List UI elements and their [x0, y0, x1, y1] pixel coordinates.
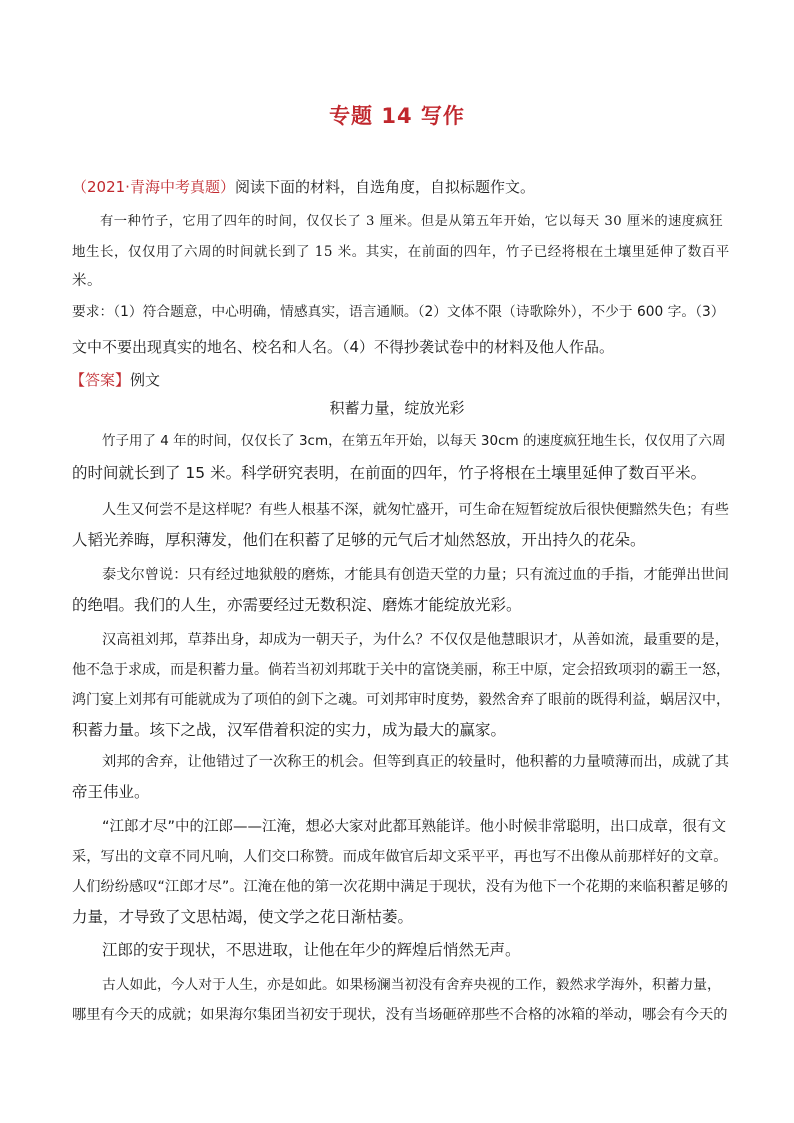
essay-line: 泰戈尔曾说：只有经过地狱般的磨炼，才能具有创造天堂的力量；只有流过血的手指，才能弹出世间	[102, 567, 730, 583]
requirements-line: 要求：（1）符合题意，中心明确，情感真实，语言通顺。（2）文体不限（诗歌除外），不少于 600 字。（3）	[72, 304, 725, 320]
essay-line: 江郎的安于现状，不思进取，让他在年少的辉煌后悄然无声。	[102, 941, 521, 959]
essay-line: 采，写出的文章不同凡响，人们交口称赞。而成年做官后却文采平平，再也写不出像从前那样好的文章。	[72, 849, 728, 865]
essay-line: 的时间就长到了 15 米。科学研究表明，在前面的四年，竹子将根在土壤里延伸了数百平米。	[72, 464, 707, 482]
answer-header	[70, 370, 160, 390]
essay-line: 他不急于求成，而是积蓄力量。倘若当初刘邦耽于关中的富饶美丽，称王中原，定会招致项羽的霸王一怒，	[72, 662, 730, 678]
essay-line: 竹子用了 4 年的时间，仅仅长了 3cm，在第五年开始，以每天 30cm 的速度疯狂地生长，仅仅用了六周	[102, 433, 726, 449]
material-line: 有一种竹子，它用了四年的时间，仅仅长了 3 厘米。但是从第五年开始，它以每天 30 厘米的速度疯狂	[100, 214, 724, 229]
material-line: 地生长，仅仅用了六周的时间就长到了 15 米。其实，在前面的四年，竹子已经将根在土壤里延伸了数百平	[72, 244, 730, 260]
essay-line: 帝王伟业。	[72, 783, 150, 801]
essay-line: “江郎才尽”中的江郎——江淹，想必大家对此都耳熟能详。他小时候非常聪明，出口成章，很有文	[102, 819, 727, 835]
answer-label: 例文	[130, 371, 161, 389]
essay-line: 汉高祖刘邦，草莽出身，却成为一朝天子，为什么？不仅仅是他慧眼识才，从善如流，最重要的是，	[102, 632, 730, 648]
essay-title: 积蓄力量，绽放光彩	[329, 399, 465, 417]
essay-line: 哪里有今天的成就；如果海尔集团当初安于现状，没有当场砸碎那些不合格的冰箱的举动，哪会有今天的	[72, 1007, 728, 1023]
essay-line: 人们纷纷感叹“江郎才尽”。江淹在他的第一次花期中满足于现状，没有为他下一个花期的来临积蓄足够的	[72, 879, 729, 895]
essay-line: 鸿门宴上刘邦有可能就成为了项伯的剑下之魂。可刘邦审时度势，毅然舍弃了眼前的既得利益，蜗居汉中，	[72, 692, 730, 708]
requirements-line: 文中不要出现真实的地名、校名和人名。（4）不得抄袭试卷中的材料及他人作品。	[72, 338, 615, 356]
prompt-instruction: 阅读下面的材料，自选角度，自拟标题作文。	[234, 178, 535, 196]
page-title: 专题 14 写作	[329, 104, 465, 128]
material-line: 米。	[72, 273, 102, 289]
essay-line: 的绝唱。我们的人生，亦需要经过无数积淀、磨炼才能绽放光彩。	[72, 596, 522, 614]
source-tag: （2021·青海中考真题）	[72, 178, 235, 196]
answer-tag: 【答案】	[70, 371, 131, 389]
essay-line: 积蓄力量。垓下之战，汉军借着积淀的实力，成为最大的赢家。	[72, 721, 507, 739]
essay-line: 古人如此，今人对于人生，亦是如此。如果杨澜当初没有舍弃央视的工作，毅然求学海外，积蓄力量，	[102, 977, 721, 993]
essay-line: 人韬光养晦，厚积薄发，他们在积蓄了足够的元气后才灿然怒放，开出持久的花朵。	[72, 531, 646, 549]
prompt-line	[72, 177, 535, 197]
essay-line: 刘邦的舍弃，让他错过了一次称王的机会。但等到真正的较量时，他积蓄的力量喷薄而出，成就了其	[102, 754, 730, 770]
essay-line: 力量，才导致了文思枯竭，使文学之花日渐枯萎。	[72, 908, 414, 926]
essay-line: 人生又何尝不是这样呢？有些人根基不深，就匆忙盛开，可生命在短暂绽放后很快便黯然失色；有些	[102, 502, 730, 518]
